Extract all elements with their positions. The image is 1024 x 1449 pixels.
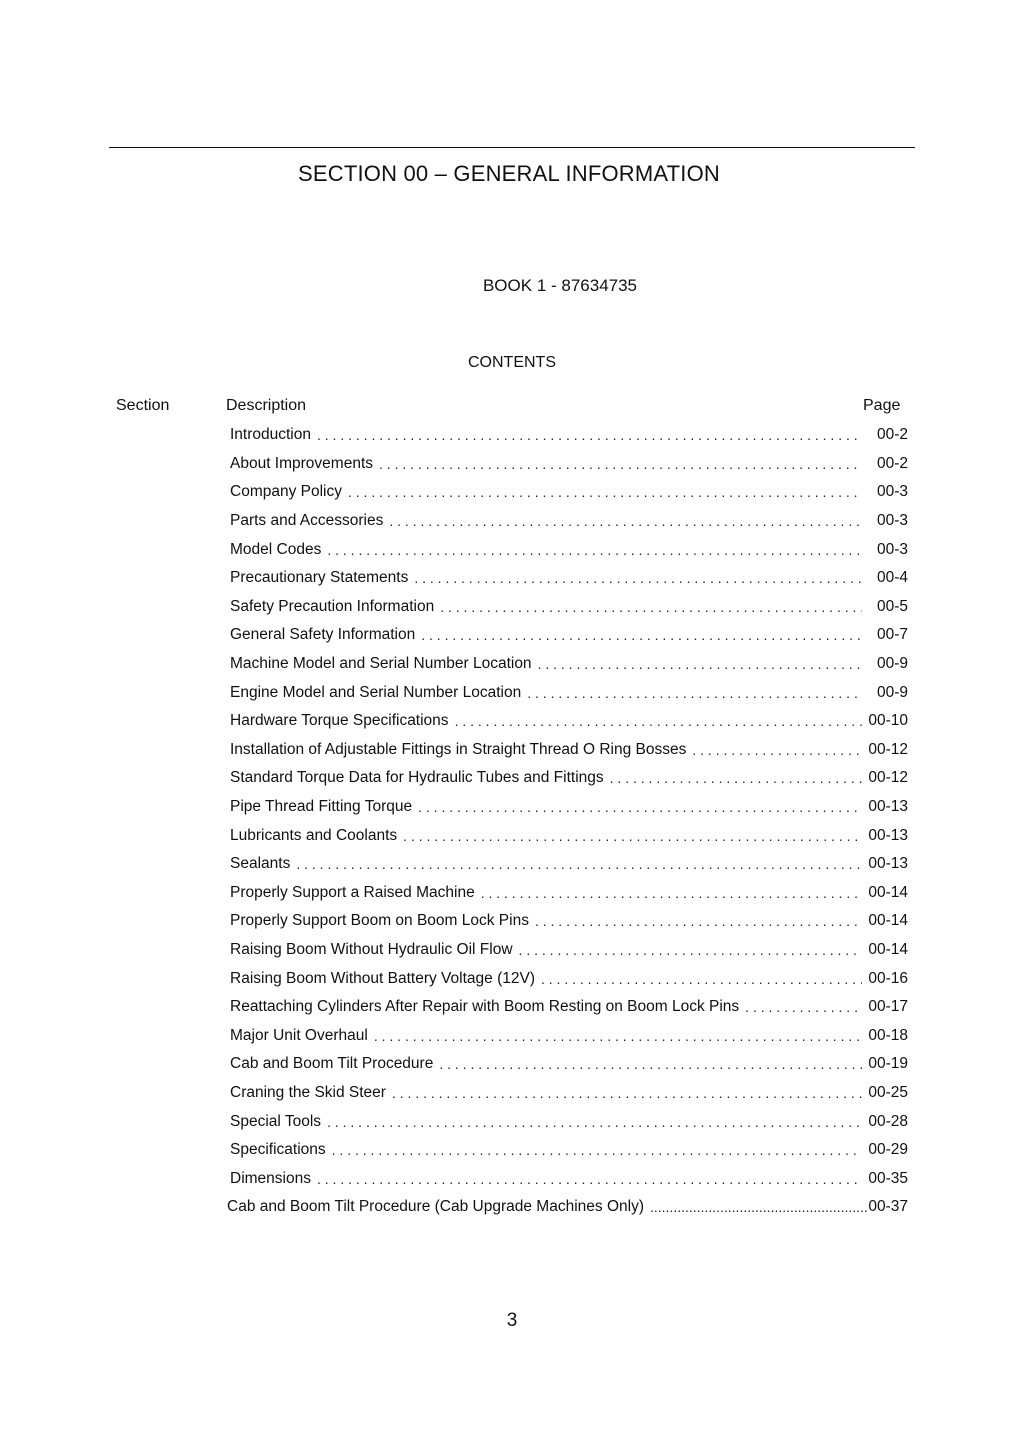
toc-entry-description: Special Tools (230, 1112, 322, 1130)
toc-entry-description: Machine Model and Serial Number Location (230, 655, 532, 673)
toc-entry[interactable] (230, 993, 910, 1022)
toc-entry[interactable] (230, 678, 910, 707)
toc-entry[interactable] (230, 478, 910, 507)
toc-entry-description: Company Policy (230, 483, 342, 501)
toc-entry-description: Dimensions (230, 1169, 311, 1187)
column-header-page: Page (863, 397, 901, 414)
toc-entry-description: Precautionary Statements (230, 569, 409, 587)
toc-entry-description: Properly Support a Raised Machine (230, 883, 475, 901)
toc-entry-page: 00-12 (868, 769, 908, 787)
toc-entry-description: Standard Torque Data for Hydraulic Tubes and Fittings (230, 769, 604, 787)
toc-entry[interactable] (230, 450, 910, 479)
toc-entry-description: Craning the Skid Steer (230, 1083, 386, 1101)
toc-entry[interactable] (230, 1164, 910, 1193)
toc-entry[interactable] (230, 535, 910, 564)
dot-leader (327, 542, 862, 558)
toc-entry[interactable] (230, 707, 910, 736)
toc-entry[interactable] (230, 507, 910, 536)
toc-entry-page: 00-3 (876, 512, 908, 530)
dot-leader (403, 828, 862, 844)
toc-entry[interactable] (227, 1193, 910, 1222)
toc-entry-page: 00-25 (868, 1083, 908, 1101)
toc-entry-page: 00-10 (868, 712, 908, 730)
dot-leader (296, 856, 862, 872)
dot-leader (692, 742, 862, 758)
toc-entry-description: Major Unit Overhaul (230, 1026, 368, 1044)
section-title: SECTION 00 – GENERAL INFORMATION (297, 161, 721, 186)
toc-entry-page: 00-9 (876, 683, 908, 701)
toc-entry-page: 00-9 (876, 655, 908, 673)
toc-entry-description: Sealants (230, 855, 291, 873)
toc-entry[interactable] (230, 736, 910, 765)
dot-leader (439, 1056, 862, 1072)
toc-entry-description: Model Codes (230, 540, 322, 558)
toc-entry-page: 00-17 (868, 998, 908, 1016)
toc-entry[interactable] (230, 1079, 910, 1108)
toc-entry-description: Properly Support Boom on Boom Lock Pins (230, 912, 529, 930)
dot-leader (392, 1085, 862, 1101)
dot-leader (541, 971, 862, 987)
toc-entry-description: Hardware Torque Specifications (230, 712, 449, 730)
toc-entry[interactable] (230, 1021, 910, 1050)
toc-entry[interactable] (230, 621, 910, 650)
toc-entry-page: 00-2 (876, 454, 908, 472)
toc-entry-page: 00-14 (868, 940, 908, 958)
toc-entry-page: 00-14 (868, 883, 908, 901)
toc-entry-page: 00-29 (868, 1141, 908, 1159)
dot-leader (745, 999, 862, 1015)
toc-entry-page: 00-16 (868, 969, 908, 987)
dot-leader (327, 1114, 862, 1130)
toc-entry[interactable] (230, 1136, 910, 1165)
toc-entry[interactable] (230, 821, 910, 850)
toc-entry-description: Reattaching Cylinders After Repair with Boom Resting on Boom Lock Pins (230, 998, 740, 1016)
toc-entry-description: Raising Boom Without Hydraulic Oil Flow (230, 940, 513, 958)
dot-leader (481, 885, 862, 901)
toc-entry-description: Safety Precaution Information (230, 597, 435, 615)
toc-entry[interactable] (230, 964, 910, 993)
toc-entry-page: 00-5 (876, 597, 908, 615)
dot-leader (538, 656, 862, 672)
dot-leader (374, 1028, 862, 1044)
column-header-description: Description (226, 397, 307, 414)
dot-leader (455, 713, 862, 729)
dot-leader (379, 456, 862, 472)
toc-entry[interactable] (230, 593, 910, 622)
toc-entry-description: Specifications (230, 1141, 326, 1159)
toc-entry[interactable] (230, 907, 910, 936)
dot-leader (421, 627, 862, 643)
dot-leader (317, 1171, 862, 1187)
dot-leader (535, 913, 862, 929)
contents-heading: CONTENTS (468, 354, 556, 371)
toc-entry-description: Cab and Boom Tilt Procedure (230, 1055, 434, 1073)
dot-leader (527, 685, 862, 701)
toc-entry-description: Parts and Accessories (230, 512, 384, 530)
toc-entry-description: Pipe Thread Fitting Torque (230, 798, 413, 816)
toc-entry-description: Lubricants and Coolants (230, 826, 398, 844)
toc-entry[interactable] (230, 764, 910, 793)
toc-entry[interactable] (230, 650, 910, 679)
toc-entry-page: 00-18 (868, 1026, 908, 1044)
toc-entry-page: 00-13 (868, 826, 908, 844)
toc-entry-page: 00-3 (876, 483, 908, 501)
dot-leader (348, 484, 862, 500)
book-number: BOOK 1 - 87634735 (482, 276, 638, 295)
dot-leader (418, 799, 862, 815)
toc-entry-page: 00-7 (876, 626, 908, 644)
dot-leader (610, 770, 862, 786)
toc-entry-page: 00-35 (868, 1169, 908, 1187)
toc-entry-page: 00-13 (868, 798, 908, 816)
dot-leader (332, 1142, 862, 1158)
toc-entry[interactable] (230, 936, 910, 965)
toc-entry[interactable] (230, 1050, 910, 1079)
toc-entry-page: 00-4 (876, 569, 908, 587)
column-header-section: Section (116, 397, 170, 414)
table-of-contents (227, 421, 910, 1222)
toc-entry[interactable] (230, 879, 910, 908)
dot-leader (317, 427, 862, 443)
toc-entry[interactable] (230, 850, 910, 879)
toc-entry-description: Engine Model and Serial Number Location (230, 683, 522, 701)
dot-leader (519, 942, 862, 958)
toc-entry-page: 00-12 (868, 740, 908, 758)
toc-entry-page: 00-19 (868, 1055, 908, 1073)
toc-entry[interactable] (230, 793, 910, 822)
header-rule (109, 147, 915, 148)
dot-leader (440, 599, 862, 615)
page-number: 3 (506, 1310, 518, 1331)
toc-entry-page: 00-14 (868, 912, 908, 930)
toc-entry-description: Introduction (230, 426, 311, 444)
toc-entry[interactable] (230, 421, 910, 450)
toc-entry-description: General Safety Information (230, 626, 416, 644)
toc-entry-description: About Improvements (230, 454, 374, 472)
toc-entry-page: 00-2 (876, 426, 908, 444)
dot-leader (414, 570, 862, 586)
toc-entry[interactable] (230, 564, 910, 593)
dot-leader (389, 513, 862, 529)
toc-entry-page: 00-37 (868, 1198, 908, 1216)
dot-leader (650, 1199, 868, 1215)
toc-entry-page: 00-13 (868, 855, 908, 873)
toc-entry-description: Raising Boom Without Battery Voltage (12V) (230, 969, 535, 987)
toc-entry-page: 00-3 (876, 540, 908, 558)
toc-entry-page: 00-28 (868, 1112, 908, 1130)
toc-entry-description: Installation of Adjustable Fittings in Straight Thread O Ring Bosses (230, 740, 687, 758)
toc-entry-description: Cab and Boom Tilt Procedure (Cab Upgrade Machines Only) (227, 1198, 644, 1216)
toc-entry[interactable] (230, 1107, 910, 1136)
